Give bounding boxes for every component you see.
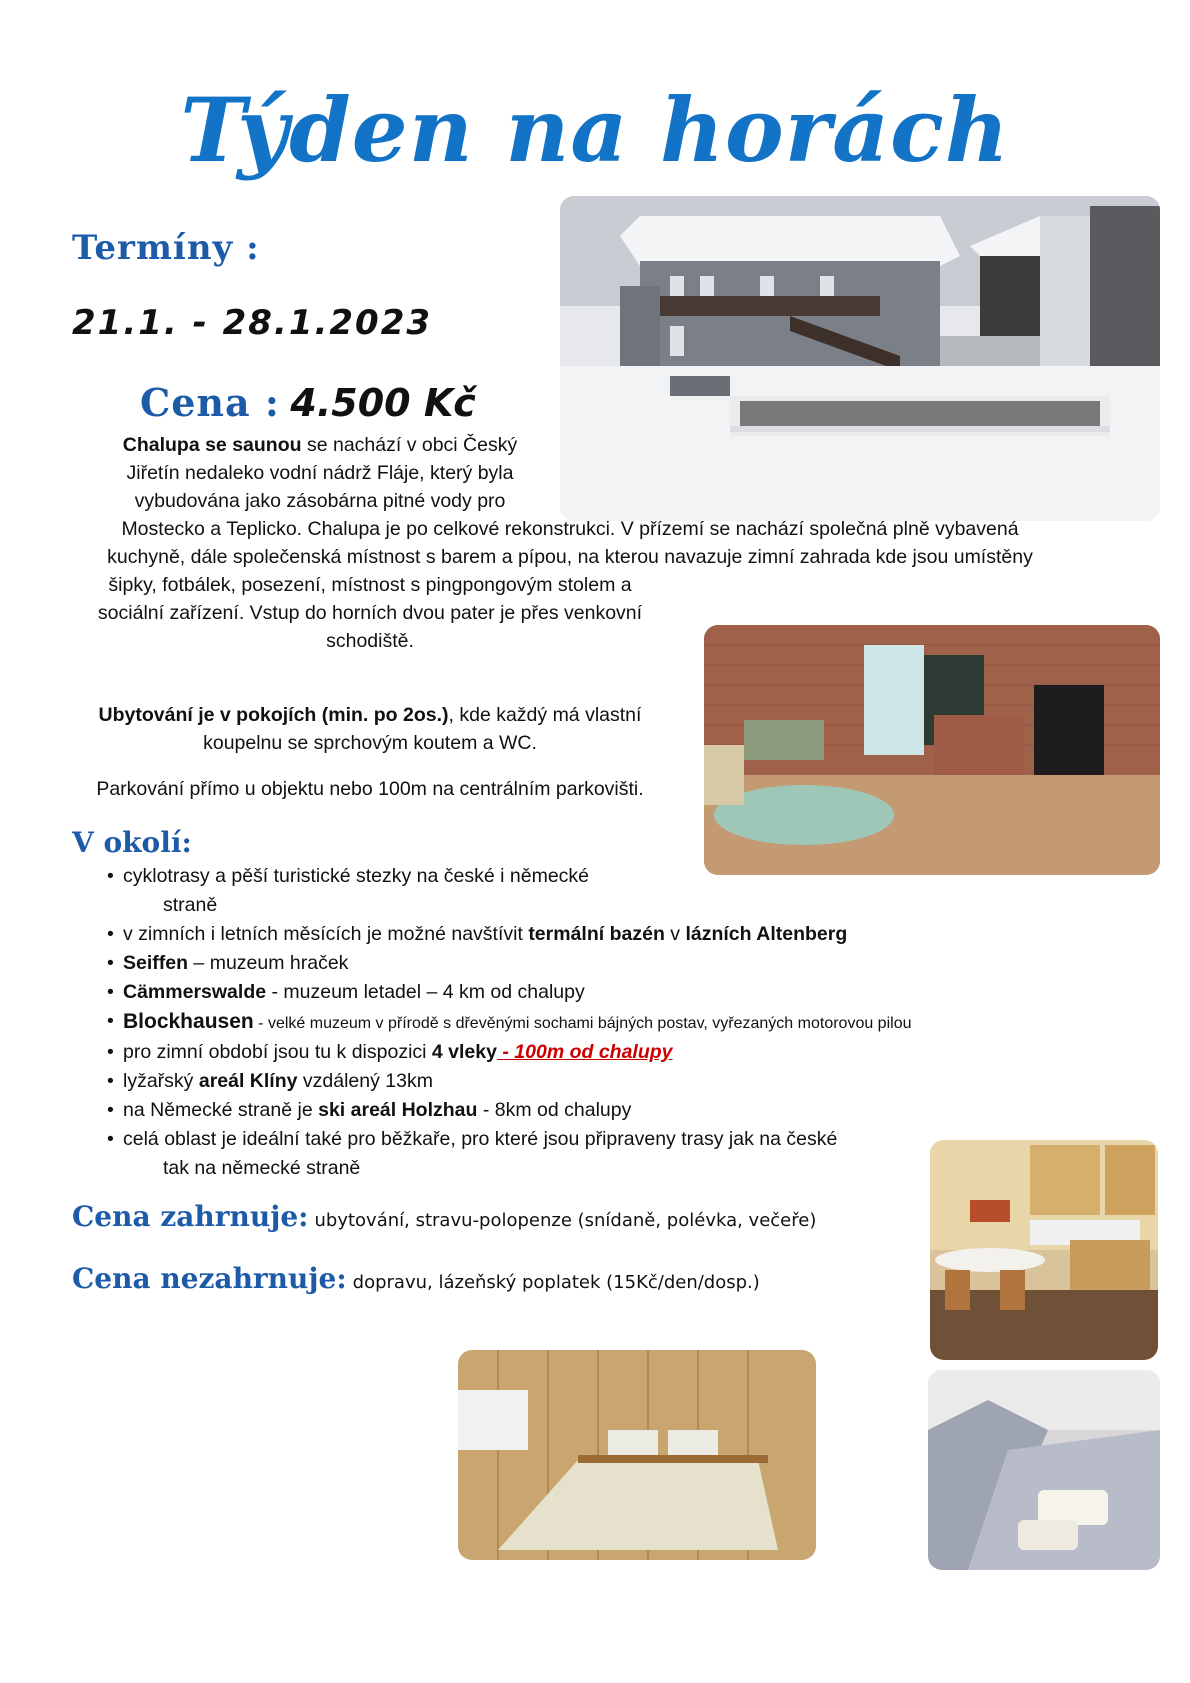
page-title: Týden na horách	[180, 78, 1010, 182]
intro-line-4: Mostecko a Teplicko. Chalupa je po celkové rekonstrukci. V přízemí se nachází společná plně vybavená	[121, 518, 1019, 540]
accommodation-paragraph	[70, 701, 670, 757]
intro-line-1: se nachází v obci Český	[301, 434, 518, 456]
price-excludes-label: Cena nezahrnuje:	[72, 1262, 347, 1295]
list-item: • Cämmerswalde - muzeum letadel – 4 km od chalupy	[105, 978, 1005, 1007]
list-item: • na Německé straně je ski areál Holzhau - 8km od chalupy	[105, 1096, 1005, 1125]
towels-photo	[928, 1370, 1160, 1570]
list-item: • celá oblast je ideální také pro běžkaře, pro které jsou připraveny trasy jak na české tak na německé straně	[105, 1125, 1005, 1183]
terminy-heading: Termíny :	[72, 228, 260, 268]
surroundings-heading: V okolí:	[72, 826, 192, 859]
intro-line-6: šipky, fotbálek, posezení, místnost s pingpongovým stolem a	[108, 574, 632, 596]
date-range: 21.1. - 28.1.2023	[72, 303, 433, 343]
bedroom-photo	[458, 1350, 816, 1560]
price-includes-label: Cena zahrnuje:	[72, 1200, 309, 1233]
accommodation-bold: Ubytování je v pokojích (min. po 2os.)	[98, 704, 449, 726]
price-excludes	[72, 1262, 760, 1295]
price-includes-text: ubytování, stravu-polopenze (snídaně, polévka, večeře)	[314, 1210, 817, 1231]
intro-line-8: schodiště.	[326, 630, 414, 652]
common-room-photo	[704, 625, 1160, 875]
price-row	[140, 380, 476, 425]
intro-bold: Chalupa se saunou	[122, 434, 302, 456]
list-item: • pro zimní období jsou tu k dispozici 4 vleky - 100m od chalupy	[105, 1038, 1005, 1067]
list-item: • cyklotrasy a pěší turistické stezky na české i německé straně	[105, 862, 1005, 920]
price-value: 4.500 Kč	[290, 381, 476, 425]
kitchen-photo	[930, 1140, 1158, 1360]
list-item: • v zimních i letních měsících je možné navštívit termální bazén v lázních Altenberg	[105, 920, 1005, 949]
intro-line-5: kuchyně, dále společenská místnost s barem a pípou, na kterou navazuje zimní zahrada kde jsou umístěny	[107, 546, 1033, 568]
intro-paragraph	[70, 431, 1070, 655]
intro-line-3: vybudována jako zásobárna pitné vody pro	[134, 490, 506, 512]
list-item: • lyžařský areál Klíny vzdálený 13km	[105, 1067, 1005, 1096]
price-excludes-text: dopravu, lázeňský poplatek (15Kč/den/dosp.)	[352, 1272, 760, 1293]
accommodation-rest-2: koupelnu se sprchovým koutem a WC.	[203, 732, 537, 754]
price-label: Cena :	[140, 380, 280, 425]
list-item: • Seiffen – muzeum hraček	[105, 949, 1005, 978]
list-item: • Blockhausen - velké muzeum v přírodě s dřevěnými sochami bájných postav, vyřezaných motorovou pilou	[105, 1007, 1005, 1038]
price-includes	[72, 1200, 816, 1233]
parking-paragraph: Parkování přímo u objektu nebo 100m na centrálním parkovišti.	[96, 778, 644, 800]
intro-line-7: sociální zařízení. Vstup do horních dvou pater je přes venkovní	[97, 602, 643, 624]
intro-line-2: Jiřetín nedaleko vodní nádrž Fláje, který byla	[126, 462, 514, 484]
accommodation-rest-1: , kde každý má vlastní	[448, 704, 642, 726]
surroundings-list	[105, 862, 1005, 1183]
